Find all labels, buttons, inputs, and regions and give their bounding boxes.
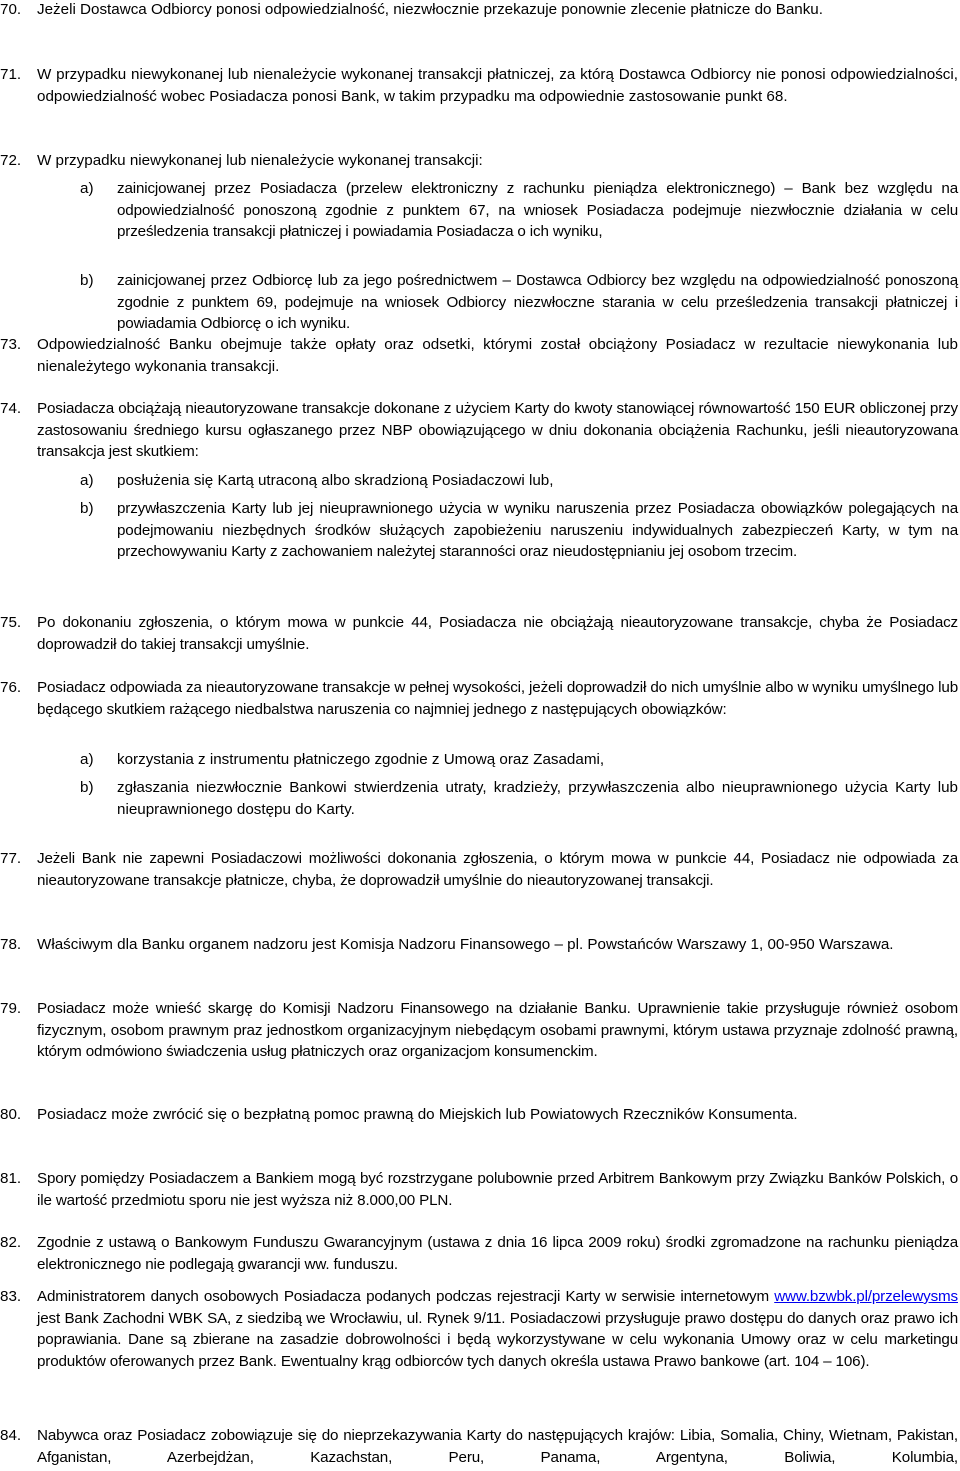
paragraph-number: 72. [0, 152, 22, 169]
paragraph-number: 84. [0, 1427, 22, 1444]
paragraph-text: Jeżeli Dostawca Odbiorcy ponosi odpowiedzialność, niezwłocznie przekazuje ponownie zlecenie płatnicze do Banku. [37, 1, 823, 18]
paragraph-text: W przypadku niewykonanej lub nienależycie wykonanej transakcji: [37, 152, 483, 169]
paragraph-text: Odpowiedzialność Banku obejmuje także opłaty oraz odsetki, którymi został obciążony Posiadacz w rezultacie niewykonania lub nienależytego wykonania transakcji. [37, 336, 958, 375]
paragraph-number: 75. [0, 614, 22, 631]
paragraph-text: Posiadacza obciążają nieautoryzowane transakcje dokonane z użyciem Karty do kwoty stanowiącej równowartość 150 EUR obliczonej przy zastosowaniu średniego kursu ogłaszanego przez NBP obowiązującego w dniu dokonania obciążenia Rachunku, jeśli nieautoryzowana transakcja jest skutkiem: [37, 400, 958, 461]
paragraph-number: 70. [0, 1, 22, 18]
paragraph-text-after-link: jest Bank Zachodni WBK SA, z siedzibą we Wrocławiu, ul. Rynek 9/11. Posiadaczowi przysługuje prawo dostępu do danych oraz prawo ich poprawiania. Dane są zbierane na zasadzie dobrowolności i będą wykorzystywane w celu wykonania Umowy oraz w celu marketingu produktów oferowanych przez Bank. Ewentualny krąg odbiorców tych danych określa ustawa Prawo bankowe (art. 104 – 106). [37, 1309, 958, 1370]
paragraph-text: Posiadacz może wnieść skargę do Komisji Nadzoru Finansowego na działanie Banku. Uprawnienie takie przysługuje również osobom fizycznym, osobom prawnym praz jednostkom organizacyjnym niebędącym osobami prawnymi, którym ustawa przyznaje zdolność prawną, którym odmówiono świadczenia usług płatniczych oraz organizacjom konsumenckim. [37, 1000, 958, 1061]
subpoint-label: b) [80, 500, 94, 517]
subpoint-label: a) [80, 180, 94, 197]
subpoint-label: a) [80, 472, 94, 489]
paragraph-text-before-link: Administratorem danych osobowych Posiadacza podanych podczas rejestracji Karty w serwisie internetowym [37, 1288, 775, 1305]
subpoint-label: b) [80, 272, 94, 289]
subpoint-text: korzystania z instrumentu płatniczego zgodnie z Umową oraz Zasadami, [117, 751, 605, 768]
paragraph-text [37, 1286, 958, 1372]
paragraph-number: 74. [0, 400, 22, 417]
paragraph-text: Posiadacz może zwrócić się o bezpłatną pomoc prawną do Miejskich lub Powiatowych Rzeczników Konsumenta. [37, 1106, 798, 1123]
paragraph-number: 77. [0, 850, 22, 867]
subpoint-text: posłużenia się Kartą utraconą albo skradzioną Posiadaczowi lub, [117, 472, 554, 489]
subpoint-text: zainicjowanej przez Odbiorcę lub za jego pośrednictwem – Dostawca Odbiorcy bez względu na odpowiedzialność ponoszoną zgodnie z punktem 69, podejmuje na wniosek Odbiorcy niezwłoczne starania w celu prześledzenia transakcji płatniczej i powiadamia Odbiorcę o ich wyniku. [117, 272, 958, 333]
subpoint-text: przywłaszczenia Karty lub jej nieuprawnionego użycia w wyniku naruszenia przez Posiadacza obowiązków polegających na podejmowaniu niezbędnych środków służących zapobieżeniu naruszeniu indywidualnych zabezpieczeń Karty, w tym na przechowywaniu Karty z zachowaniem należytej staranności oraz nieudostępnianiu jej osobom trzecim. [117, 500, 958, 561]
paragraph-text: Właściwym dla Banku organem nadzoru jest Komisja Nadzoru Finansowego – pl. Powstańców Warszawy 1, 00-950 Warszawa. [37, 936, 894, 953]
paragraph-number: 81. [0, 1170, 22, 1187]
paragraph-text: Po dokonaniu zgłoszenia, o którym mowa w punkcie 44, Posiadacza nie obciążają nieautoryzowane transakcje, chyba że Posiadacz doprowadził do takiej transakcji umyślnie. [37, 614, 958, 653]
paragraph-text: Jeżeli Bank nie zapewni Posiadaczowi możliwości dokonania zgłoszenia, o którym mowa w punkcie 44, Posiadacz nie odpowiada za nieautoryzowane transakcje płatnicze, chyba, że doprowadził umyślnie do nieautoryzowanej transakcji. [37, 850, 958, 889]
subpoint-text: zgłaszania niezwłocznie Bankowi stwierdzenia utraty, kradzieży, przywłaszczenia albo nieuprawnionego użycia Karty lub nieuprawnionego dostępu do Karty. [117, 779, 958, 818]
paragraph-number: 83. [0, 1288, 22, 1305]
paragraph-number: 82. [0, 1234, 22, 1251]
bzwbk-link[interactable]: www.bzwbk.pl/przelewysms [774, 1288, 958, 1305]
paragraph-number: 78. [0, 936, 22, 953]
paragraph-number: 80. [0, 1106, 22, 1123]
subpoint-label: b) [80, 779, 94, 796]
subpoint-text: zainicjowanej przez Posiadacza (przelew elektroniczny z rachunku pieniądza elektronicznego) – Bank bez względu na odpowiedzialność ponoszoną zgodnie z punktem 67, na wniosek Posiadacza podejmuje niezwłocznie działania w celu prześledzenia transakcji płatniczej i powiadamia Posiadacza o ich wyniku, [117, 180, 958, 241]
paragraph-text: Nabywca oraz Posiadacz zobowiązuje się do nieprzekazywania Karty do następujących krajów: Libia, Somalia, Chiny, Wietnam, Pakistan, Afganistan, Azerbejdżan, Kazachstan, Peru, Panama, Argentyna, Boliwia, Kolumbia, [37, 1427, 958, 1466]
subpoint-label: a) [80, 751, 94, 768]
paragraph-text: Spory pomiędzy Posiadaczem a Bankiem mogą być rozstrzygane polubownie przed Arbitrem Bankowym przy Związku Banków Polskich, o ile wartość przedmiotu sporu nie jest wyższa niż 8.000,00 PLN. [37, 1170, 958, 1209]
paragraph-text: Zgodnie z ustawą o Bankowym Funduszu Gwarancyjnym (ustawa z dnia 16 lipca 2009 roku) środki zgromadzone na rachunku pieniądza elektronicznego nie podlegają gwarancji ww. funduszu. [37, 1234, 958, 1273]
paragraph-number: 79. [0, 1000, 22, 1017]
paragraph-number: 76. [0, 679, 22, 696]
paragraph-text: W przypadku niewykonanej lub nienależycie wykonanej transakcji płatniczej, za którą Dostawca Odbiorcy nie ponosi odpowiedzialności, odpowiedzialność wobec Posiadacza ponosi Bank, w takim przypadku ma odpowiednie zastosowanie punkt 68. [37, 66, 958, 105]
paragraph-text: Posiadacz odpowiada za nieautoryzowane transakcje w pełnej wysokości, jeżeli doprowadził do nich umyślnie albo w wyniku umyślnego lub będącego skutkiem rażącego niedbalstwa naruszenia co najmniej jednego z następujących obowiązków: [37, 679, 958, 718]
paragraph-number: 71. [0, 66, 22, 83]
paragraph-number: 73. [0, 336, 22, 353]
